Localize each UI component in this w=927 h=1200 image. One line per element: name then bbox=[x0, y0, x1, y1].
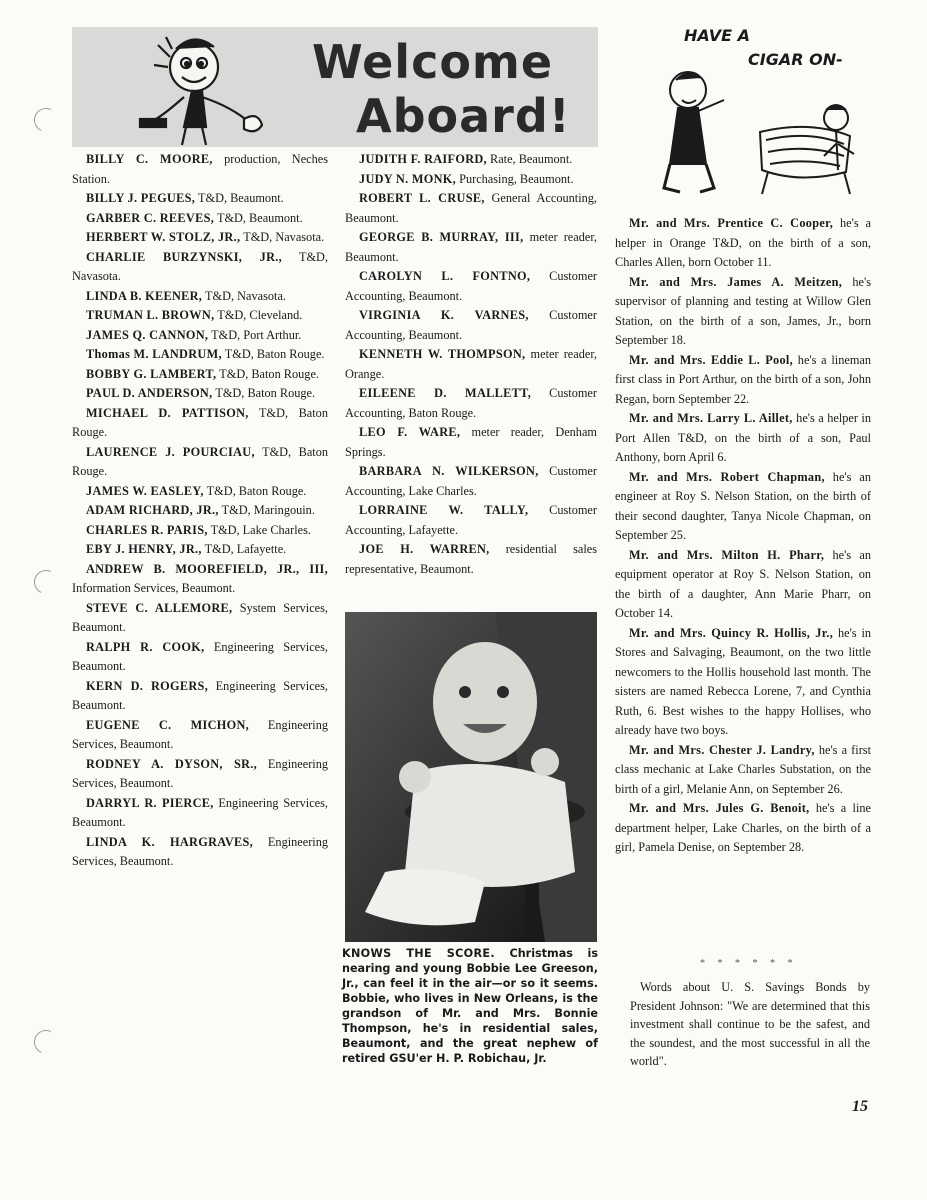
employee-name: RODNEY A. DYSON, SR., bbox=[86, 756, 258, 771]
employee-name: EUGENE C. MICHON, bbox=[86, 717, 250, 732]
savings-bonds-text: Words about U. S. Savings Bonds by President Johnson: "We are determined that this investment shall continue to be the safest, and the soundest, and the most successful in all the world". bbox=[630, 980, 870, 1068]
employee-detail: Engineering Services, Beaumont. bbox=[72, 756, 329, 790]
cigar-title-line1: HAVE A bbox=[684, 26, 750, 45]
birth-detail: he's an engineer at Roy S. Nelson Station, on the birth of their second daughter, Tanya Nicole Chapman, on September 25. bbox=[615, 469, 871, 542]
employee-name: ROBERT L. CRUSE, bbox=[359, 191, 485, 205]
birth-entry bbox=[615, 799, 871, 858]
welcome-entry bbox=[72, 228, 328, 248]
employee-detail: Engineering Services, Beaumont. bbox=[72, 678, 328, 712]
employee-name: ADAM RICHARD, JR., bbox=[86, 503, 219, 517]
employee-detail: meter reader, Beaumont. bbox=[345, 230, 597, 264]
punch-hole-middle bbox=[31, 567, 62, 598]
welcome-entry bbox=[72, 482, 328, 502]
welcome-entry bbox=[72, 833, 328, 872]
employee-detail: T&D, Maringouin. bbox=[218, 503, 315, 517]
parents-name: Mr. and Mrs. Prentice C. Cooper, bbox=[629, 216, 834, 230]
employee-detail: T&D, Baton Rouge. bbox=[203, 483, 307, 498]
employee-name: BOBBY G. LAMBERT, bbox=[86, 366, 217, 381]
welcome-entry bbox=[72, 150, 328, 189]
welcome-entry bbox=[72, 755, 328, 794]
employee-name: LEO F. WARE, bbox=[359, 425, 461, 439]
welcome-entry bbox=[72, 365, 328, 385]
birth-entry bbox=[615, 546, 871, 624]
employee-detail: meter reader, Orange. bbox=[345, 347, 597, 381]
employee-detail: General Accounting, Beaumont. bbox=[345, 191, 597, 225]
employee-name: BILLY C. MOORE, bbox=[86, 152, 213, 166]
welcome-entry bbox=[345, 189, 597, 228]
parents-name: Mr. and Mrs. Jules G. Benoit, bbox=[629, 801, 810, 815]
welcome-entry bbox=[72, 287, 328, 307]
employee-name: JAMES Q. CANNON, bbox=[86, 327, 209, 342]
employee-name: MICHAEL D. PATTISON, bbox=[86, 405, 249, 420]
parents-name: Mr. and Mrs. Milton H. Pharr, bbox=[629, 547, 825, 562]
employee-detail: T&D, Lafayette. bbox=[201, 542, 287, 556]
welcome-entry bbox=[72, 345, 328, 365]
section-divider-stars: * * * * * * bbox=[700, 958, 798, 969]
employee-detail: Purchasing, Beaumont. bbox=[456, 171, 574, 186]
employee-name: JAMES W. EASLEY, bbox=[86, 483, 204, 498]
employee-detail: T&D, Baton Rouge. bbox=[221, 347, 325, 361]
welcome-list-column-2 bbox=[345, 150, 597, 579]
welcome-entry bbox=[345, 150, 597, 170]
employee-detail: Customer Accounting, Lafayette. bbox=[345, 503, 597, 537]
birth-entry bbox=[615, 351, 871, 410]
welcome-entry bbox=[72, 326, 328, 346]
employee-detail: T&D, Navasota. bbox=[202, 288, 286, 303]
cigar-title-line2: CIGAR ON- bbox=[748, 50, 843, 69]
birth-entry bbox=[615, 468, 871, 546]
banner-title-aboard: Aboard! bbox=[356, 89, 571, 143]
parents-name: Mr. and Mrs. Quincy R. Hollis, Jr., bbox=[629, 625, 834, 640]
employee-name: JUDY N. MONK, bbox=[359, 171, 457, 186]
employee-name: BARBARA N. WILKERSON, bbox=[359, 464, 539, 478]
employee-detail: T&D, Lake Charles. bbox=[207, 522, 311, 537]
baby-photo bbox=[345, 612, 597, 942]
welcome-entry bbox=[72, 384, 328, 404]
welcome-entry bbox=[72, 560, 328, 599]
welcome-entry bbox=[345, 170, 597, 190]
employee-detail: T&D, Baton Rouge. bbox=[72, 444, 328, 478]
employee-detail: Customer Accounting, Beaumont. bbox=[345, 269, 597, 303]
welcome-entry bbox=[72, 599, 328, 638]
employee-detail: Engineering Services, Beaumont. bbox=[72, 834, 329, 868]
caption-text: Christmas is nearing and young Bobbie Lee Greeson, Jr., can feel it in the air—or so it seems. Bobbie, who lives in New Orleans, is the grandson of Mr. and Mrs. Bonnie Thompson, he's in residential sales, Beaumont, and the great nephew of retired GSU'er H. P. Robichau, Jr. bbox=[342, 947, 599, 1065]
employee-detail: T&D, Baton Rouge. bbox=[216, 366, 319, 381]
birth-detail: he's a first class mechanic at Lake Charles Substation, on the birth of a girl, Melanie Ann, on September 26. bbox=[615, 742, 871, 796]
employee-name: STEVE C. ALLEMORE, bbox=[86, 600, 233, 615]
employee-name: BILLY J. PEGUES, bbox=[86, 191, 196, 205]
birth-detail: he's an equipment operator at Roy S. Nelson Station, on the birth of a daughter, Ann Marie Pharr, on October 14. bbox=[615, 547, 871, 620]
welcome-entry bbox=[72, 404, 328, 443]
employee-name: EBY J. HENRY, JR., bbox=[86, 542, 202, 556]
birth-entry bbox=[615, 273, 871, 351]
welcome-entry bbox=[72, 794, 328, 833]
birth-detail: he's a helper in Port Allen T&D, on the birth of a son, Paul Anthony, born April 6. bbox=[615, 411, 871, 464]
employee-name: JOE H. WARREN, bbox=[359, 542, 490, 556]
savings-bonds-quote bbox=[630, 978, 870, 1071]
employee-detail: Customer Accounting, Lake Charles. bbox=[345, 464, 597, 498]
employee-detail: Customer Accounting, Beaumont. bbox=[345, 308, 597, 342]
employee-name: RALPH R. COOK, bbox=[86, 639, 205, 654]
employee-name: LAURENCE J. POURCIAU, bbox=[86, 444, 255, 459]
employee-detail: T&D, Baton Rouge. bbox=[212, 386, 316, 400]
welcome-entry bbox=[345, 423, 597, 462]
employee-name: KERN D. ROGERS, bbox=[86, 678, 209, 693]
birth-entry bbox=[615, 214, 871, 273]
welcome-entry bbox=[345, 540, 597, 579]
welcome-entry bbox=[345, 306, 597, 345]
welcome-entry bbox=[72, 677, 328, 716]
employee-detail: T&D, Beaumont. bbox=[214, 210, 303, 225]
employee-name: CAROLYN L. FONTNO, bbox=[359, 269, 531, 283]
proud-father-illustration bbox=[640, 60, 880, 200]
employee-name: EILEENE D. MALLETT, bbox=[359, 386, 532, 400]
welcome-entry bbox=[72, 248, 328, 287]
employee-detail: residential sales representative, Beaumont. bbox=[345, 542, 597, 576]
welcome-entry bbox=[345, 267, 597, 306]
page-number: 15 bbox=[852, 1098, 868, 1115]
welcome-entry bbox=[345, 384, 597, 423]
employee-detail: meter reader, Denham Springs. bbox=[345, 425, 597, 459]
employee-name: CHARLES R. PARIS, bbox=[86, 522, 208, 537]
welcome-entry bbox=[72, 540, 328, 560]
welcome-entry bbox=[72, 443, 328, 482]
welcome-entry bbox=[72, 501, 328, 521]
employee-name: CHARLIE BURZYNSKI, JR., bbox=[86, 249, 283, 264]
employee-name: PAUL D. ANDERSON, bbox=[86, 386, 213, 400]
employee-name: GARBER C. REEVES, bbox=[86, 210, 215, 225]
welcome-entry bbox=[72, 638, 328, 677]
welcome-entry bbox=[345, 462, 597, 501]
employee-name: LINDA B. KEENER, bbox=[86, 288, 203, 303]
birth-detail: he's a line department helper, Lake Charles, on the birth of a girl, Pamela Denise, on September 28. bbox=[615, 801, 871, 854]
birth-detail: he's supervisor of planning and testing at Willow Glen Station, on the birth of a son, James, Jr., born September 18. bbox=[615, 274, 871, 347]
employee-name: Thomas M. LANDRUM, bbox=[86, 347, 222, 361]
employee-name: ANDREW B. MOOREFIELD, JR., III, bbox=[86, 561, 328, 576]
employee-detail: Rate, Beaumont. bbox=[486, 152, 573, 166]
employee-detail: production, Neches Station. bbox=[72, 152, 328, 186]
parents-name: Mr. and Mrs. Larry L. Aillet, bbox=[629, 411, 793, 425]
welcome-entry bbox=[72, 716, 328, 755]
welcome-entry bbox=[72, 521, 328, 541]
banner-title-welcome: Welcome bbox=[312, 35, 554, 89]
employee-detail: T&D, Navasota. bbox=[240, 230, 325, 244]
employee-detail: Engineering Services, Beaumont. bbox=[72, 795, 328, 829]
welcome-entry bbox=[72, 209, 328, 229]
employee-name: DARRYL R. PIERCE, bbox=[86, 795, 214, 810]
welcome-entry bbox=[72, 306, 328, 326]
parents-name: Mr. and Mrs. Eddie L. Pool, bbox=[629, 352, 794, 367]
welcome-banner bbox=[72, 27, 598, 147]
birth-entry bbox=[615, 409, 871, 468]
parents-name: Mr. and Mrs. Chester J. Landry, bbox=[629, 742, 815, 757]
birth-announcements-column bbox=[615, 214, 871, 858]
welcome-entry bbox=[72, 189, 328, 209]
caption-lead: KNOWS THE SCORE. bbox=[342, 947, 495, 960]
employee-name: JUDITH F. RAIFORD, bbox=[359, 152, 487, 166]
employee-detail: T&D, Cleveland. bbox=[214, 308, 303, 322]
employee-name: LORRAINE W. TALLY, bbox=[359, 503, 529, 517]
employee-detail: Engineering Services, Beaumont. bbox=[72, 717, 328, 751]
baby-photo-image bbox=[345, 612, 597, 942]
welcome-entry bbox=[345, 345, 597, 384]
punch-hole-top bbox=[31, 105, 62, 136]
employee-name: TRUMAN L. BROWN, bbox=[86, 308, 215, 322]
parents-name: Mr. and Mrs. James A. Meitzen, bbox=[629, 274, 843, 289]
birth-detail: he's in Stores and Salvaging, Beaumont, on the two little newcomers to the Hollis household last month. The sisters are named Rebecca Lorene, 7, and Cynthia Ruth, 6. Best wishes to the happy Hollises, who already have two boys. bbox=[615, 625, 872, 737]
employee-name: HERBERT W. STOLZ, JR., bbox=[86, 230, 241, 244]
employee-name: LINDA K. HARGRAVES, bbox=[86, 834, 254, 849]
employee-name: KENNETH W. THOMPSON, bbox=[359, 347, 526, 361]
employee-name: VIRGINIA K. VARNES, bbox=[359, 308, 529, 322]
employee-name: GEORGE B. MURRAY, III, bbox=[359, 230, 524, 244]
employee-detail: Information Services, Beaumont. bbox=[72, 581, 236, 595]
punch-hole-bottom bbox=[31, 1027, 62, 1058]
photo-caption bbox=[342, 946, 598, 1066]
birth-detail: he's a helper in Orange T&D, on the birth of a son, Charles Allen, born October 11. bbox=[615, 216, 871, 269]
parents-name: Mr. and Mrs. Robert Chapman, bbox=[629, 469, 825, 484]
birth-entry bbox=[615, 624, 871, 741]
employee-detail: T&D, Beaumont. bbox=[195, 191, 284, 205]
employee-detail: System Services, Beaumont. bbox=[72, 600, 328, 634]
welcome-list-column-1 bbox=[72, 150, 328, 872]
have-a-cigar-header bbox=[640, 20, 880, 200]
welcome-entry bbox=[345, 228, 597, 267]
employee-detail: Engineering Services, Beaumont. bbox=[72, 639, 328, 673]
employee-detail: T&D, Navasota. bbox=[72, 249, 328, 283]
employee-detail: T&D, Port Arthur. bbox=[208, 327, 302, 342]
employee-detail: T&D, Baton Rouge. bbox=[72, 405, 328, 439]
birth-detail: he's a lineman first class in Port Arthur, on the birth of a son, John Regan, born September 22. bbox=[615, 352, 872, 406]
birth-entry bbox=[615, 741, 871, 800]
welcome-entry bbox=[345, 501, 597, 540]
employee-detail: Customer Accounting, Baton Rouge. bbox=[345, 386, 597, 420]
